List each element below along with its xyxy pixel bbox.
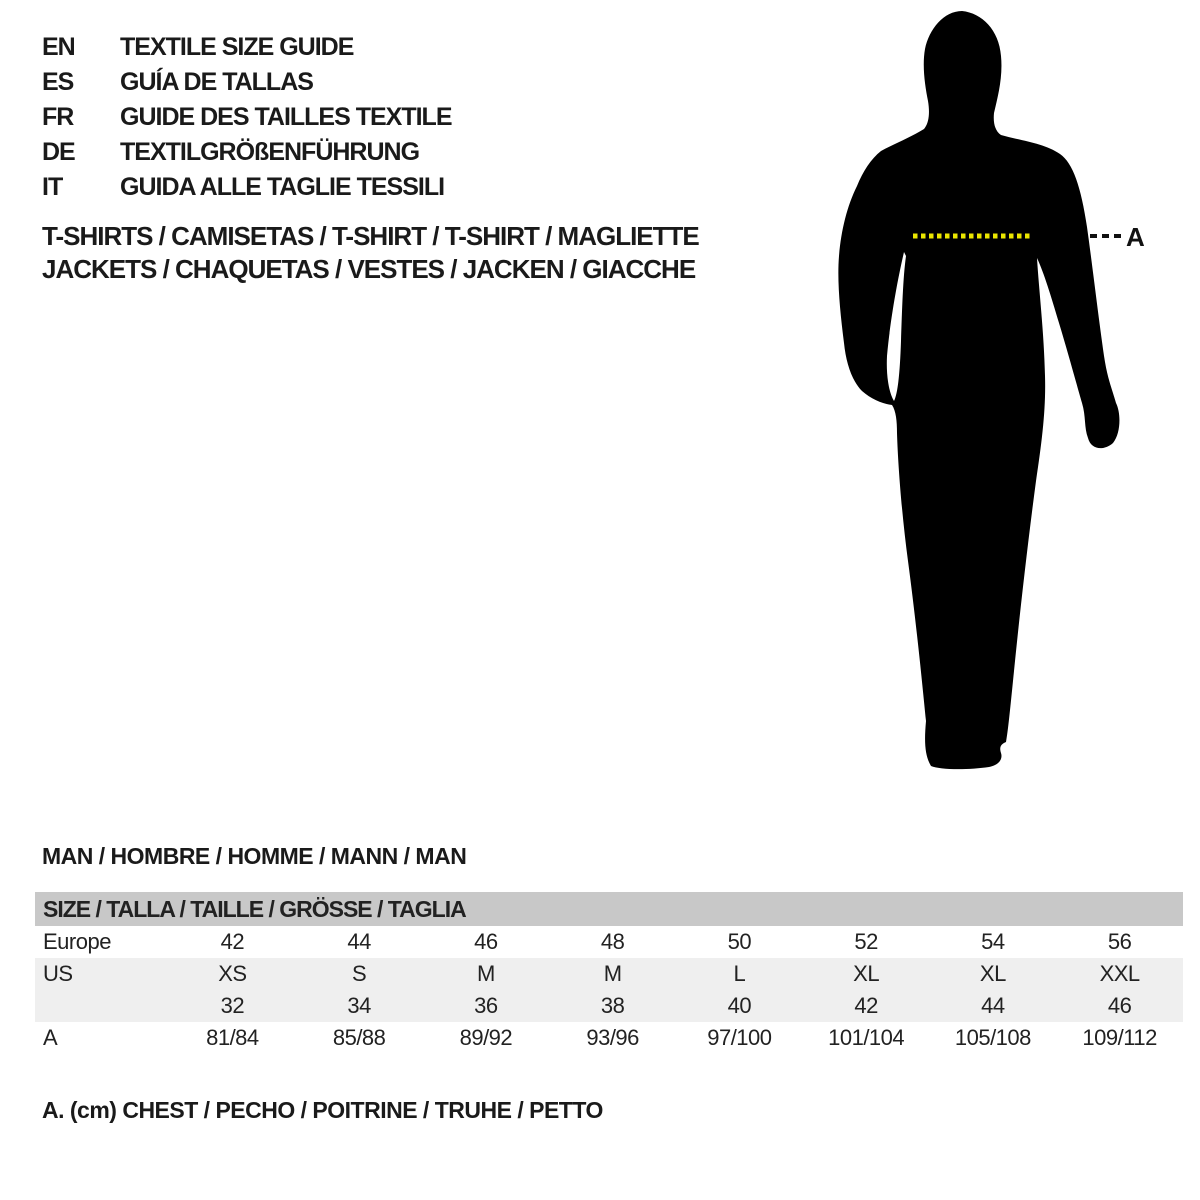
table-cell: 109/112 xyxy=(1082,1025,1157,1050)
table-cell: 44 xyxy=(981,993,1005,1018)
table-cell: XL xyxy=(979,961,1006,986)
language-title: GUIDE DES TAILLES TEXTILE xyxy=(120,103,452,131)
size-table-header xyxy=(35,892,1183,926)
language-title: GUIDA ALLE TAGLIE TESSILI xyxy=(120,173,445,201)
table-cell: 42 xyxy=(220,929,245,954)
table-cell: 89/92 xyxy=(459,1025,513,1050)
table-cell: 36 xyxy=(474,993,498,1018)
table-cell: 81/84 xyxy=(206,1025,259,1050)
table-row-numeric xyxy=(35,990,1183,1022)
table-cell: M xyxy=(603,961,622,986)
language-code: ES xyxy=(42,68,74,96)
table-row-us xyxy=(35,958,1183,990)
language-title: TEXTILE SIZE GUIDE xyxy=(120,33,354,61)
language-code: FR xyxy=(42,103,74,131)
table-cell: 101/104 xyxy=(828,1025,905,1050)
table-cell: XL xyxy=(853,961,880,986)
table-cell: L xyxy=(733,961,746,986)
table-cell: M xyxy=(476,961,495,986)
category-line-jackets: JACKETS / CHAQUETAS / VESTES / JACKEN / GIACCHE xyxy=(42,254,696,284)
language-title: GUÍA DE TALLAS xyxy=(120,68,313,96)
garment-categories xyxy=(42,220,699,286)
measurement-footnote: A. (cm) CHEST / PECHO / POITRINE / TRUHE / PETTO xyxy=(42,1097,603,1123)
man-silhouette xyxy=(838,11,1119,769)
table-cell: 40 xyxy=(727,993,752,1018)
size-figure xyxy=(800,0,1200,800)
language-row xyxy=(42,135,452,170)
language-row xyxy=(42,65,452,100)
table-cell: 38 xyxy=(600,993,625,1018)
table-cell: S xyxy=(352,961,367,986)
table-cell: 93/96 xyxy=(586,1025,639,1050)
language-row xyxy=(42,100,452,135)
row-label: US xyxy=(43,961,73,986)
table-cell: XS xyxy=(218,961,247,986)
table-cell: 48 xyxy=(600,929,625,954)
language-title: TEXTILGRÖßENFÜHRUNG xyxy=(120,138,420,166)
category-line-tshirts: T-SHIRTS / CAMISETAS / T-SHIRT / T-SHIRT / MAGLIETTE xyxy=(42,221,699,251)
table-cell: 50 xyxy=(727,929,752,954)
table-cell: 85/88 xyxy=(332,1025,386,1050)
language-list xyxy=(42,30,452,205)
language-code: DE xyxy=(42,138,75,166)
table-cell: 46 xyxy=(474,929,498,954)
row-label: A xyxy=(43,1025,58,1050)
language-row xyxy=(42,170,452,205)
table-cell: 44 xyxy=(347,929,371,954)
table-cell: 54 xyxy=(981,929,1005,954)
table-cell: 56 xyxy=(1107,929,1132,954)
table-row-chest xyxy=(35,1022,1183,1054)
table-cell: 105/108 xyxy=(954,1025,1031,1050)
table-cell: XXL xyxy=(1099,961,1140,986)
table-cell: 42 xyxy=(854,993,878,1018)
table-cell: 32 xyxy=(220,993,245,1018)
language-row xyxy=(42,30,452,65)
table-cell: 46 xyxy=(1107,993,1132,1018)
language-code: IT xyxy=(42,173,63,201)
size-table-header-label: SIZE / TALLA / TAILLE / GRÖSSE / TAGLIA xyxy=(43,895,466,922)
section-title-man: MAN / HOMBRE / HOMME / MANN / MAN xyxy=(42,843,467,869)
table-cell: 52 xyxy=(854,929,878,954)
measurement-label-a: A xyxy=(1126,222,1145,252)
row-label: Europe xyxy=(43,929,111,954)
table-cell: 34 xyxy=(347,993,371,1018)
language-code: EN xyxy=(42,33,75,61)
table-row-europe xyxy=(35,926,1183,958)
size-table xyxy=(35,892,1183,1054)
table-cell: 97/100 xyxy=(707,1025,772,1050)
